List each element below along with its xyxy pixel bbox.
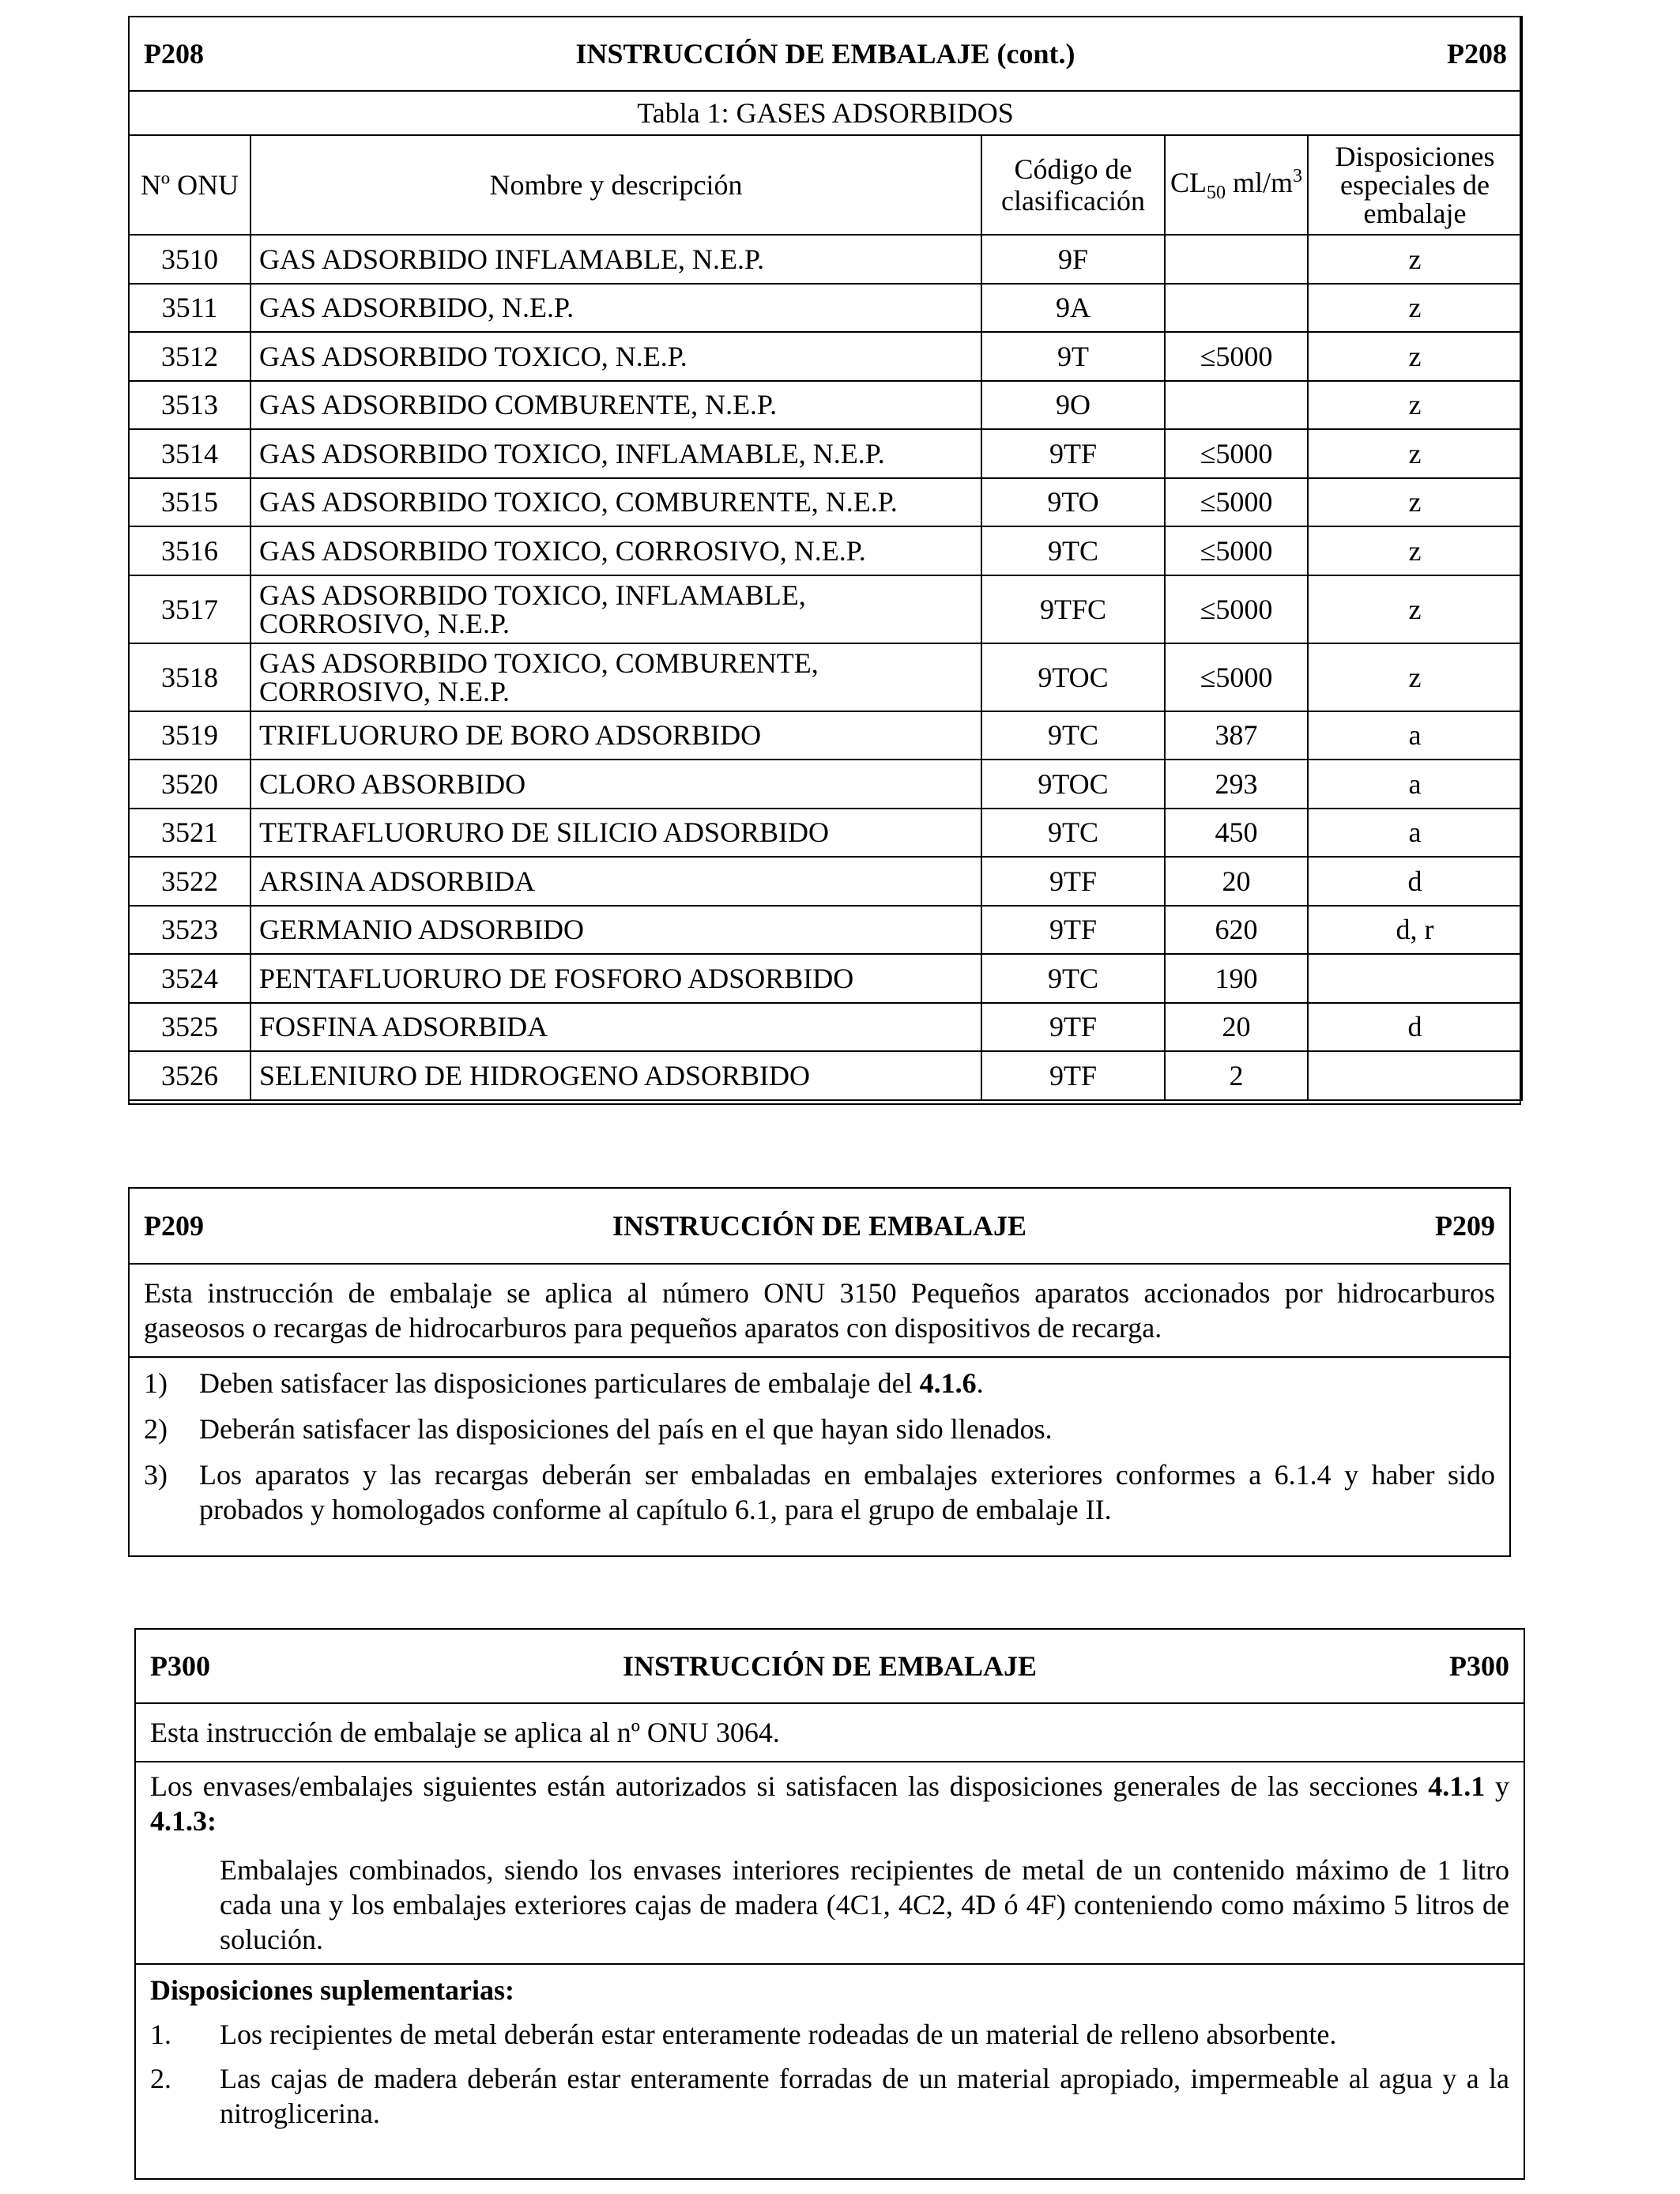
cell-special: a: [1308, 711, 1522, 760]
cell-class-code: 9TFC: [981, 575, 1165, 643]
p300-combined: Embalajes combinados, siendo los envases interiores recipientes de metal de un contenido máximo de 1 litro cada una y los embalajes exteriores cajas de madera (4C1, 4C2, 4D ó 4F) conteniendo como máximo 5 litros de solución.: [220, 1854, 1509, 1955]
cell-cl50: 2: [1165, 1051, 1308, 1100]
cell-onu: 3511: [129, 284, 250, 333]
table-row: [129, 478, 1522, 527]
cell-name: ARSINA ADSORBIDA: [250, 857, 981, 906]
list-item-text: Las cajas de madera deberán estar enteramente forradas de un material apropiado, impermeable al agua y a la nitroglicerina.: [220, 2063, 1509, 2129]
table-row: [129, 1003, 1522, 1052]
cell-cl50: ≤5000: [1165, 526, 1308, 575]
cell-class-code: 9TO: [981, 478, 1165, 527]
cell-class-code: 9TF: [981, 857, 1165, 906]
cell-class-code: 9A: [981, 284, 1165, 333]
p300-code-right: P300: [1448, 1650, 1509, 1682]
cell-onu: 3515: [129, 478, 250, 527]
cell-class-code: 9TF: [981, 1051, 1165, 1100]
cell-cl50: ≤5000: [1165, 429, 1308, 478]
list-item-text: [199, 1457, 1495, 1527]
cell-cl50: [1165, 235, 1308, 284]
cell-name: GAS ADSORBIDO INFLAMABLE, N.E.P.: [250, 235, 981, 284]
cell-name: GAS ADSORBIDO TOXICO, COMBURENTE, N.E.P.: [250, 478, 981, 527]
list-item-body: Los aparatos y las recargas deberán ser embaladas en embalajes exteriores conformes a 6.1.4 y haber sido probados y homologados conforme al capítulo 6.1, para el grupo de embalaje II.: [199, 1459, 1495, 1525]
cell-name: GAS ADSORBIDO, N.E.P.: [250, 284, 981, 333]
p300-code-left: P300: [150, 1650, 210, 1682]
table-row: [129, 1051, 1522, 1100]
table-row: [129, 711, 1522, 760]
cell-name: GAS ADSORBIDO TOXICO, INFLAMABLE, N.E.P.: [250, 429, 981, 478]
cell-cl50: 387: [1165, 711, 1308, 760]
p209-title: INSTRUCCIÓN DE EMBALAJE: [612, 1210, 1027, 1242]
cell-onu: 3521: [129, 809, 250, 858]
cell-class-code: 9TF: [981, 429, 1165, 478]
cell-class-code: 9TOC: [981, 760, 1165, 809]
table-row: [129, 575, 1522, 643]
cell-onu: 3519: [129, 711, 250, 760]
p300-intro-section: [136, 1704, 1524, 1762]
p208-table-body: [129, 235, 1522, 1100]
cell-special: [1308, 954, 1522, 1003]
p300-auth-mid: y: [1485, 1770, 1509, 1802]
cell-cl50: [1165, 284, 1308, 333]
p208-code-right: P208: [1447, 38, 1508, 70]
p300-intro: Esta instrucción de embalaje se aplica al nº ONU 3064.: [150, 1717, 780, 1748]
cell-onu: 3510: [129, 235, 250, 284]
cell-special: a: [1308, 809, 1522, 858]
p300-box: [134, 1628, 1525, 2180]
table-row: [129, 332, 1522, 381]
table-row: [129, 954, 1522, 1003]
list-item-body: Deberán satisfacer las disposiciones del país en el que hayan sido llenados.: [199, 1413, 1053, 1445]
cl50-sup: 3: [1293, 166, 1303, 187]
table-row: [129, 857, 1522, 906]
cell-onu: 3526: [129, 1051, 250, 1100]
cell-cl50: 20: [1165, 857, 1308, 906]
table-row: [129, 284, 1522, 333]
cell-name: TRIFLUORURO DE BORO ADSORBIDO: [250, 711, 981, 760]
cell-onu: 3514: [129, 429, 250, 478]
cell-cl50: ≤5000: [1165, 332, 1308, 381]
cell-name: GAS ADSORBIDO COMBURENTE, N.E.P.: [250, 381, 981, 430]
cell-special: z: [1308, 575, 1522, 643]
list-item-number: 2): [144, 1413, 168, 1445]
list-item-ref: 4.1.6: [919, 1367, 977, 1399]
p208-header: [129, 17, 1522, 91]
col-header-class-code: Código de clasificación: [981, 135, 1165, 235]
cell-name: TETRAFLUORURO DE SILICIO ADSORBIDO: [250, 809, 981, 858]
p209-intro: Esta instrucción de embalaje se aplica al número ONU 3150 Pequeños aparatos accionados por hidrocarburos gaseosos o recargas de hidrocarburos para pequeños aparatos con dispositivos de recarga.: [144, 1277, 1495, 1344]
list-item-text: [199, 1366, 1495, 1400]
p209-intro-section: [130, 1265, 1509, 1358]
list-item-number: 1.: [150, 2019, 171, 2050]
cell-class-code: 9O: [981, 381, 1165, 430]
cell-onu: 3520: [129, 760, 250, 809]
p209-code-left: P209: [144, 1210, 204, 1242]
list-item-body: Deben satisfacer las disposiciones particulares de embalaje del: [199, 1367, 920, 1399]
p300-title: INSTRUCCIÓN DE EMBALAJE: [622, 1650, 1038, 1682]
col-header-name: Nombre y descripción: [250, 135, 981, 235]
col-header-onu: Nº ONU: [129, 135, 250, 235]
table-row: [129, 643, 1522, 711]
p209-items-list: [144, 1366, 1495, 1527]
cl50-sub: 50: [1207, 183, 1226, 204]
cell-special: [1308, 1051, 1522, 1100]
cell-name: PENTAFLUORURO DE FOSFORO ADSORBIDO: [250, 954, 981, 1003]
cell-cl50: 450: [1165, 809, 1308, 858]
table-row: [129, 429, 1522, 478]
p300-supp-list: [150, 2017, 1509, 2131]
cell-name: GAS ADSORBIDO TOXICO, N.E.P.: [250, 332, 981, 381]
col-header-cl50: [1165, 135, 1308, 235]
cell-cl50: 20: [1165, 1003, 1308, 1052]
cell-class-code: 9TOC: [981, 643, 1165, 711]
col-header-special: Disposiciones especiales de embalaje: [1308, 135, 1522, 235]
cell-name: GERMANIO ADSORBIDO: [250, 906, 981, 955]
cell-special: z: [1308, 235, 1522, 284]
list-item-number: 3): [144, 1459, 168, 1491]
p300-auth-section: [136, 1762, 1524, 1965]
cell-name: GAS ADSORBIDO TOXICO, COMBURENTE, CORROSIVO, N.E.P.: [250, 643, 981, 711]
cell-class-code: 9TC: [981, 809, 1165, 858]
p208-title: INSTRUCCIÓN DE EMBALAJE (cont.): [575, 38, 1075, 70]
cell-class-code: 9TF: [981, 906, 1165, 955]
cell-name: CLORO ABSORBIDO: [250, 760, 981, 809]
p208-box: [128, 16, 1521, 1105]
cell-cl50: ≤5000: [1165, 478, 1308, 527]
cell-class-code: 9F: [981, 235, 1165, 284]
cell-onu: 3523: [129, 906, 250, 955]
cell-special: d: [1308, 857, 1522, 906]
p208-table-title: Tabla 1: GASES ADSORBIDOS: [129, 91, 1522, 135]
cell-special: z: [1308, 526, 1522, 575]
cell-onu: 3513: [129, 381, 250, 430]
cell-cl50: 190: [1165, 954, 1308, 1003]
cell-class-code: 9TC: [981, 711, 1165, 760]
cell-special: d, r: [1308, 906, 1522, 955]
table-row: [129, 809, 1522, 858]
cell-special: z: [1308, 284, 1522, 333]
cell-class-code: 9T: [981, 332, 1165, 381]
p209-header: [130, 1189, 1509, 1265]
list-item: [150, 2061, 1509, 2131]
cell-name: GAS ADSORBIDO TOXICO, CORROSIVO, N.E.P.: [250, 526, 981, 575]
cell-cl50: [1165, 381, 1308, 430]
cl50-unit: ml/m: [1226, 167, 1294, 199]
p208-table: [128, 16, 1523, 1101]
list-item-tail: .: [976, 1367, 984, 1399]
cell-onu: 3525: [129, 1003, 250, 1052]
cell-cl50: 620: [1165, 906, 1308, 955]
cell-class-code: 9TC: [981, 954, 1165, 1003]
cell-special: d: [1308, 1003, 1522, 1052]
cell-onu: 3517: [129, 575, 250, 643]
cell-onu: 3516: [129, 526, 250, 575]
p300-auth-text: [150, 1769, 1509, 1838]
p300-auth-ref1: 4.1.1: [1428, 1770, 1486, 1802]
table-row: [129, 906, 1522, 955]
cell-onu: 3512: [129, 332, 250, 381]
p300-header: [136, 1630, 1524, 1704]
table-row: [129, 235, 1522, 284]
cell-onu: 3522: [129, 857, 250, 906]
list-item-number: 2.: [150, 2063, 171, 2094]
cell-onu: 3518: [129, 643, 250, 711]
cell-special: z: [1308, 381, 1522, 430]
cell-cl50: ≤5000: [1165, 575, 1308, 643]
p209-box: [128, 1187, 1511, 1557]
cell-special: z: [1308, 429, 1522, 478]
cell-onu: 3524: [129, 954, 250, 1003]
list-item-text: Los recipientes de metal deberán estar enteramente rodeadas de un material de relleno absorbente.: [220, 2019, 1337, 2050]
cell-cl50: ≤5000: [1165, 643, 1308, 711]
table-row: [129, 760, 1522, 809]
cell-cl50: 293: [1165, 760, 1308, 809]
cl50-main: CL: [1170, 167, 1207, 199]
cell-name: SELENIURO DE HIDROGENO ADSORBIDO: [250, 1051, 981, 1100]
table-row: [129, 526, 1522, 575]
list-item: [144, 1412, 1495, 1446]
cell-special: z: [1308, 643, 1522, 711]
cell-name: GAS ADSORBIDO TOXICO, INFLAMABLE, CORROSIVO, N.E.P.: [250, 575, 981, 643]
table-row: [129, 381, 1522, 430]
list-item-number: 1): [144, 1367, 168, 1399]
list-item: [144, 1457, 1495, 1527]
cell-class-code: 9TC: [981, 526, 1165, 575]
cell-name: FOSFINA ADSORBIDA: [250, 1003, 981, 1052]
p209-items-section: [130, 1358, 1509, 1546]
list-item: [144, 1366, 1495, 1400]
p300-auth-lead: Los envases/embalajes siguientes están autorizados si satisfacen las disposiciones generales de las secciones: [150, 1770, 1429, 1802]
p209-code-right: P209: [1434, 1210, 1495, 1242]
list-item-text: [199, 1412, 1495, 1446]
cell-special: z: [1308, 332, 1522, 381]
p300-supp-title: Disposiciones suplementarias:: [150, 1974, 515, 2006]
p300-supp-section: [136, 1965, 1524, 2139]
cell-special: z: [1308, 478, 1522, 527]
cell-special: a: [1308, 760, 1522, 809]
list-item: [150, 2017, 1509, 2052]
p300-auth-ref2: 4.1.3:: [150, 1805, 217, 1837]
cell-class-code: 9TF: [981, 1003, 1165, 1052]
p208-code-left: P208: [144, 38, 204, 70]
